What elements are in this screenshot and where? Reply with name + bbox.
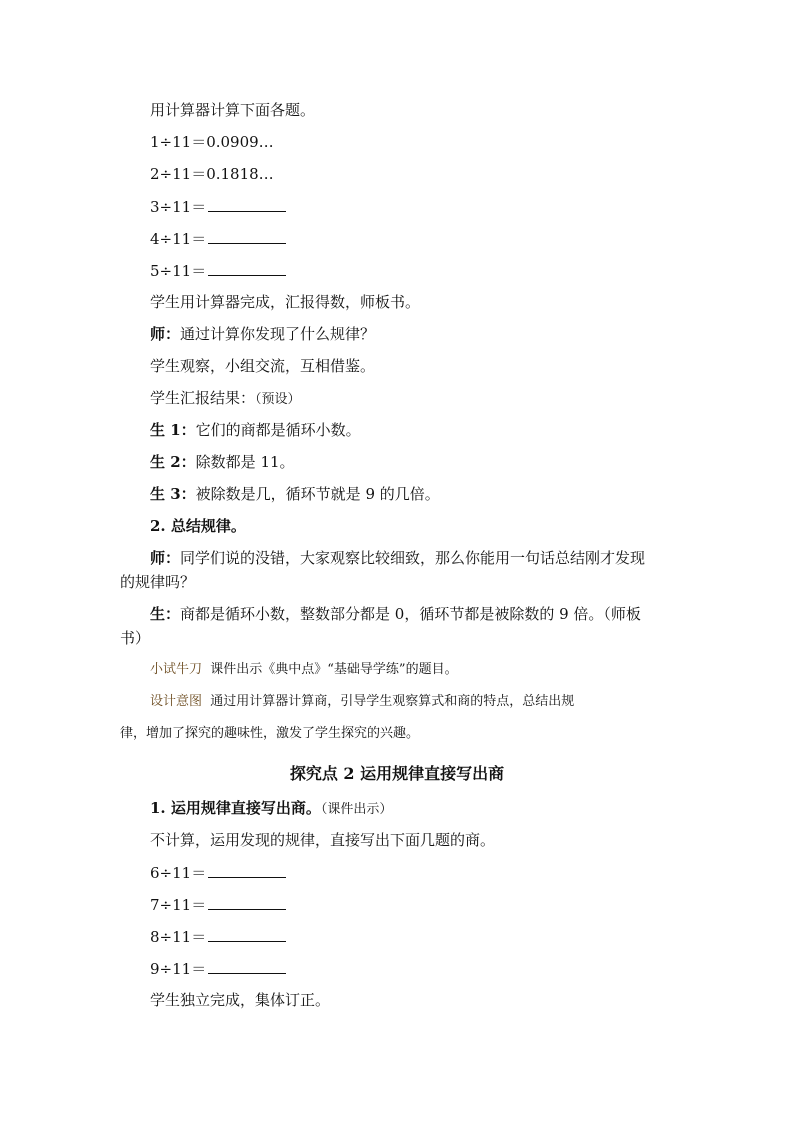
equation-9-row — [150, 958, 286, 979]
student-3-text: 被除数是几，循环节就是 9 的几倍。 — [195, 485, 440, 503]
design-line-2: 律，增加了探究的趣味性，激发了学生探究的兴趣。 — [120, 726, 420, 741]
subheading-text: 1. 运用规律直接写出商。 — [150, 799, 321, 817]
student-summary-line-1 — [150, 604, 641, 624]
teacher-label: 师： — [150, 549, 181, 567]
closing-text: 学生独立完成，集体订正。 — [150, 991, 331, 1009]
summary-heading: 2. 总结规律。 — [150, 517, 246, 535]
answer-blank — [208, 228, 286, 244]
equation-7-row — [150, 894, 286, 915]
student-summary-line-2: 书） — [120, 629, 151, 647]
try-text: 课件出示《典中点》“基础导学练”的题目。 — [210, 662, 458, 677]
try-label: 小试牛刀 — [150, 662, 203, 677]
equation-6: 6÷11＝ — [150, 864, 207, 882]
result-line — [150, 388, 301, 410]
equation-8: 8÷11＝ — [150, 928, 207, 946]
teacher-summary-line-1 — [150, 548, 645, 568]
teacher-question-text: 通过计算你发现了什么规律？ — [180, 325, 376, 343]
student-3-line — [150, 484, 440, 504]
design-label: 设计意图 — [150, 694, 203, 709]
answer-blank — [208, 926, 286, 942]
observe-text: 学生观察，小组交流，互相借鉴。 — [150, 357, 376, 375]
equation-2: 2÷11＝0.1818… — [150, 165, 274, 183]
report-text: 学生用计算器完成，汇报得数，师板书。 — [150, 293, 421, 311]
teacher-label: 师： — [150, 325, 181, 343]
student-2-text: 除数都是 11。 — [195, 453, 295, 471]
equation-4-row — [150, 228, 286, 249]
equation-9: 9÷11＝ — [150, 960, 207, 978]
student-3-label: 生 3： — [150, 485, 196, 503]
result-label: 学生汇报结果： — [150, 389, 256, 407]
teacher-question — [150, 324, 375, 344]
student-1-label: 生 1： — [150, 421, 196, 439]
answer-blank — [208, 260, 286, 276]
equation-5-row — [150, 260, 286, 281]
student-1-line — [150, 420, 361, 440]
design-text-1: 通过用计算器计算商，引导学生观察算式和商的特点，总结出规 — [210, 694, 575, 709]
subheading-note: （课件出示） — [320, 802, 393, 817]
equation-3: 3÷11＝ — [150, 198, 207, 216]
student-1-text: 它们的商都是循环小数。 — [195, 421, 361, 439]
try-line — [150, 660, 458, 680]
student-2-label: 生 2： — [150, 453, 196, 471]
equation-3-row — [150, 196, 286, 217]
teacher-summary-line-2: 的规律吗？ — [120, 573, 196, 591]
teacher-summary-text-1: 同学们说的没错，大家观察比较细致，那么你能用一句话总结刚才发现 — [180, 549, 646, 567]
equation-5: 5÷11＝ — [150, 262, 207, 280]
equation-4: 4÷11＝ — [150, 230, 207, 248]
answer-blank — [208, 958, 286, 974]
answer-blank — [208, 862, 286, 878]
result-note: （预设） — [255, 392, 301, 407]
student-label: 生： — [150, 605, 181, 623]
student-summary-text-1: 商都是循环小数，整数部分都是 0，循环节都是被除数的 9 倍。（师板 — [180, 605, 641, 623]
equation-8-row — [150, 926, 286, 947]
design-line-1 — [150, 692, 574, 712]
section-2-subheading — [150, 798, 392, 820]
answer-blank — [208, 196, 286, 212]
answer-blank — [208, 894, 286, 910]
section-2-title: 探究点 2 运用规律直接写出商 — [289, 764, 505, 783]
instruction-text: 不计算，运用发现的规律，直接写出下面几题的商。 — [150, 831, 496, 849]
equation-1: 1÷11＝0.0909… — [150, 133, 274, 151]
intro-text: 用计算器计算下面各题。 — [150, 101, 316, 119]
equation-7: 7÷11＝ — [150, 896, 207, 914]
equation-6-row — [150, 862, 286, 883]
student-2-line — [150, 452, 295, 472]
